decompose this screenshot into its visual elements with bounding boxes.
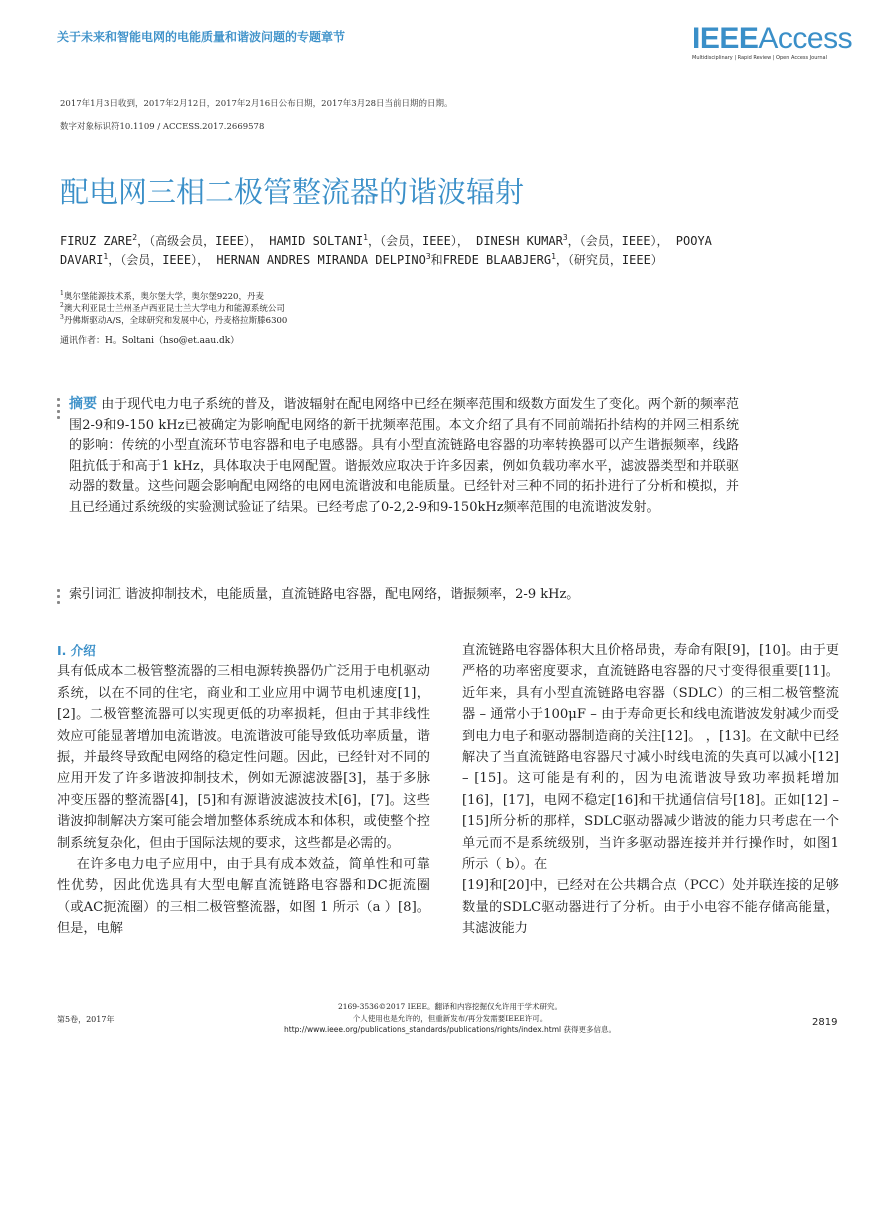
footer-line-3: [250, 1024, 650, 1036]
affil-text: 澳大利亚昆士兰州圣卢西亚昆士兰大学电力和能源系统公司: [63, 303, 285, 314]
author-role: 和: [430, 252, 443, 267]
author-affil-marker: 2: [132, 233, 138, 242]
rights-link[interactable]: http://www.ieee.org/publications_standards/publications/rights/index.html: [284, 1025, 562, 1034]
footer-line-2: 个人使用也是允许的，但重新发布/再分发需要IEEE许可。: [352, 1013, 548, 1023]
keywords-label: 索引词汇: [69, 587, 122, 602]
doi: 数字对象标识符10.1109 / ACCESS.2017.2669578: [60, 122, 265, 132]
author-role: ，（会员，IEEE），: [567, 234, 669, 248]
intro-right-column: [462, 640, 839, 940]
author-name: DINESH KUMAR: [476, 234, 563, 248]
author-role: ，（研究员，IEEE）: [555, 252, 663, 267]
keywords-text: [69, 585, 579, 605]
logo-tagline: Multidisciplinary | Rapid Review | Open Access Journal: [692, 55, 827, 61]
received-dates: 2017年1月3日收到，2017年2月12日，2017年2月16日公布日期，2017年3月28日当前日期的日期。: [60, 99, 453, 109]
author-name: HAMID SOLTANI: [269, 234, 364, 248]
intro-left-column: [57, 640, 430, 940]
intro-paragraph-2: 在许多电力电子应用中，由于具有成本效益，简单性和可靠性优势，因此优选具有大型电解直流链路电容器和DC扼流圈（或AC扼流圈）的三相二极管整流器，如图 1 所示（a ）[8]。但是，电解: [57, 857, 430, 937]
keywords-block: [57, 585, 739, 609]
affiliation-3: [60, 312, 287, 327]
paper-title: 配电网三相二极管整流器的谐波辐射: [60, 175, 525, 209]
footer-line-1: 2169-3536©2017 IEEE。翻译和内容挖掘仅允许用于学术研究。: [337, 1002, 563, 1011]
footer-copyright: [250, 1001, 650, 1036]
footer-line-3-suffix: 获得更多信息。: [561, 1025, 616, 1034]
logo-ieee-text: IEEE: [692, 22, 759, 55]
author-role: ，（高级会员，IEEE），: [137, 234, 262, 248]
keywords-body: 谐波抑制技术，电能质量，直流链路电容器，配电网络，谐振频率，2-9 kHz。: [125, 587, 580, 602]
affil-marker: 2: [60, 302, 64, 309]
affil-text: 奥尔堡能源技术系，奥尔堡大学，奥尔堡9220，丹麦: [63, 291, 264, 302]
intro-paragraph-1: 具有低成本二极管整流器的三相电源转换器仍广泛用于电机驱动系统，以在不同的住宅，商业和工业应用中调节电机速度[1]，[2]。二极管整流器可以实现更低的功率损耗，但由于其非线性效应可能显著增加电流谐波。电流谐波可能导致低功率质量，谐振，并最终导致配电网络的稳定性问题。因此，已经针对不同的应用开发了许多谐波抑制技术，例如无源滤波器[3]，基于多脉冲变压器的整流器[4]，[5]和有源谐波滤波技术[6]，[7]。这些谐波抑制解决方案可能会增加整体系统成本和体积，或使整个控制系统复杂化，但由于国际法规的要求，这些都是必需的。: [57, 664, 430, 851]
author-affil-marker: 1: [363, 233, 368, 242]
abstract-dot-rule: [57, 398, 61, 422]
logo-access-text: Access: [758, 22, 853, 55]
section-banner: 关于未来和智能电网的电能质量和谐波问题的专题章节: [57, 30, 346, 44]
affil-text: 丹佛斯驱动A/S，全球研究和发展中心，丹麦格拉斯滕6300: [63, 315, 288, 326]
abstract-body: 由于现代电力电子系统的普及，谐波辐射在配电网络中已经在频率范围和级数方面发生了变化。两个新的频率范围2-9和9-150 kHz已被确定为影响配电网络的新干扰频率范围。本文介绍了具有不同前端拓扑结构的并网三相系统的影响：传统的小型直流环节电容器和电子电感器。具有小型直流链路电容器的功率转换器可以产生谐振频率，线路阻抗低于和高于1 kHz，具体取决于电网配置。谐振效应取决于许多因素，例如负载功率水平，滤波器类型和并联驱动器的数量。这些问题会影响配电网络的电网电流谐波和电能质量。已经针对三种不同的拓扑进行了分析和模拟，并且已经通过系统级的实验测试验证了结果。已经考虑了0-2,2-9和9-150kHz频率范围的电流谐波发射。: [69, 397, 739, 515]
author-role: ，（会员，IEEE），: [367, 234, 469, 248]
author-name: HERNAN ANDRES MIRANDA DELPINO: [216, 252, 426, 267]
author-name: FREDE BLAABJERG: [442, 252, 552, 267]
page-number: 2819: [812, 1017, 838, 1028]
intro-paragraph-3: 直流链路电容器体积大且价格昂贵，寿命有限[9]，[10]。由于更严格的功率密度要求，直流链路电容器的尺寸变得很重要[11]。近年来，具有小型直流链路电容器（SDLC）的三相二极管整流器 – 通常小于100μF – 由于寿命更长和线电流谐波发射减少而受到电力电子和驱动器制造商的关注[12]。 ，[13]。在文献中已经解决了当直流链路电容器尺寸减小时线电流的失真可以减小[12] – [15]。这可能是有利的，因为电流谐波导致功率损耗增加[16]，[17]，电网不稳定[16]和干扰通信信号[18]。正如[12] – [15]所分析的那样，SDLC驱动器减少谐波的能力只考虑在一个单元而不是系统级别，当许多驱动器连接并并行操作时，如图1所示（ b）。在: [462, 643, 839, 873]
abstract-label: 摘要: [69, 396, 98, 412]
author-name: FIRUZ ZARE: [60, 234, 133, 248]
abstract-block: [57, 394, 739, 564]
author-affil-marker: 1: [103, 251, 109, 261]
section-heading-intro: I. 介绍: [57, 643, 96, 658]
corresponding-author: 通讯作者：H。Soltani（hso@et.aau.dk）: [60, 336, 240, 346]
author-name: POOYA DAVARI: [60, 234, 712, 267]
footer-volume: 第5卷，2017年: [57, 1015, 115, 1024]
intro-paragraph-4: [19]和[20]中，已经对在公共耦合点（PCC）处并联连接的足够数量的SDLC驱动器进行了分析。由于小电容不能存储高能量，其滤波能力: [462, 878, 839, 937]
logo-wordmark: [692, 24, 852, 54]
author-affil-marker: 1: [551, 251, 556, 261]
author-affil-marker: 3: [425, 251, 431, 261]
author-list: [60, 232, 740, 269]
abstract-text-block: [69, 394, 739, 519]
author-role: ，（会员，IEEE），: [108, 252, 210, 267]
keywords-dot-rule: [57, 589, 61, 607]
affil-marker: 1: [60, 290, 64, 297]
ieee-access-logo: [692, 22, 853, 64]
author-affil-marker: 3: [562, 233, 568, 242]
affil-marker: 3: [60, 314, 64, 321]
